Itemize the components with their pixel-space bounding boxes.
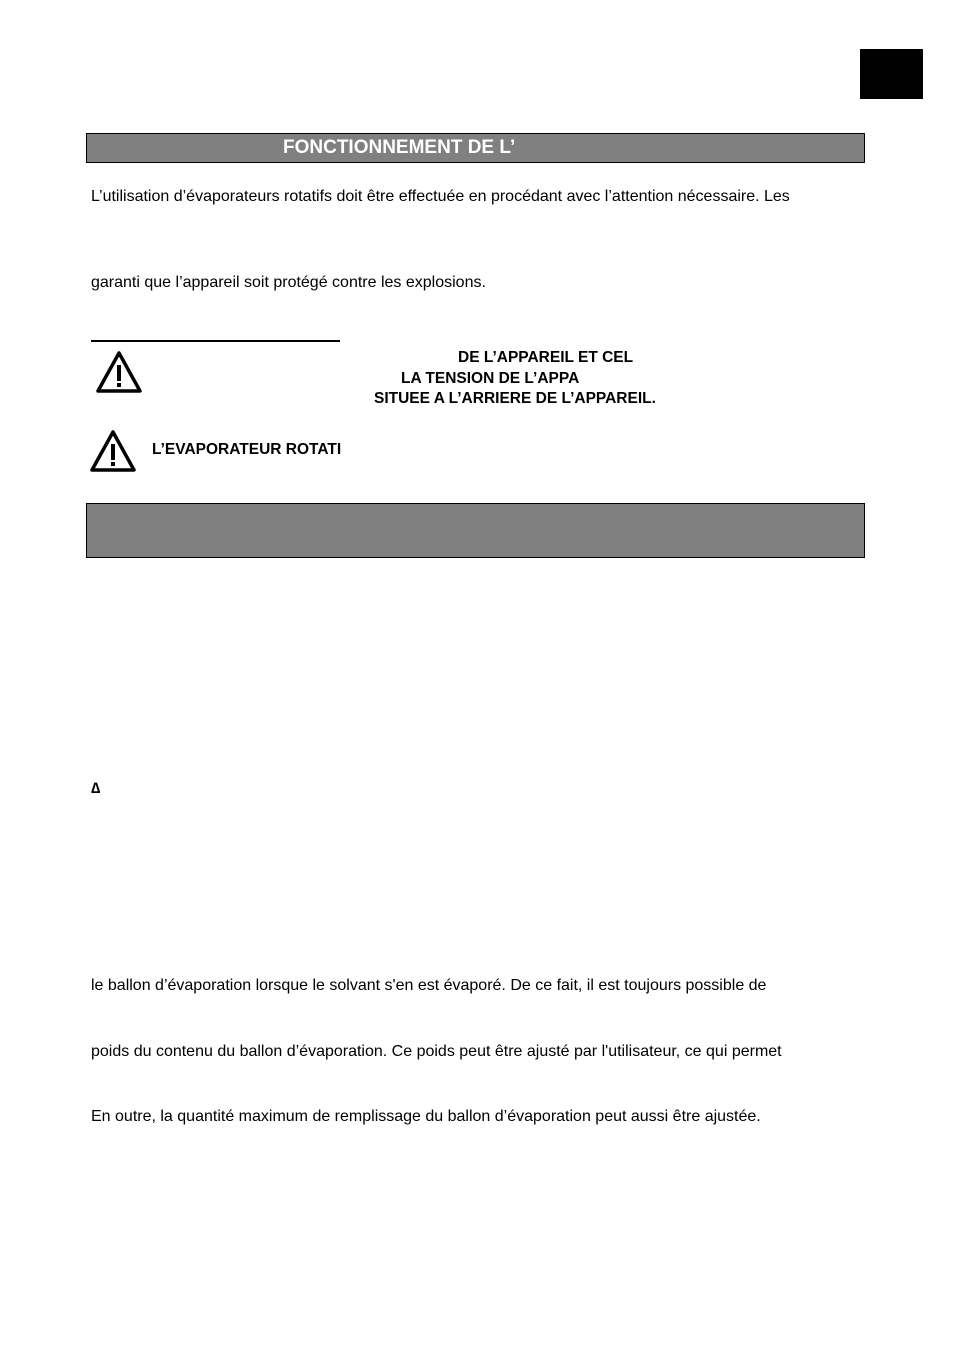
body-line-1: le ballon d’évaporation lorsque le solvant s'en est évaporé. De ce fait, il est toujours possible de bbox=[91, 977, 767, 994]
warning-1-line-3: SITUEE A L’ARRIERE DE L’APPAREIL. bbox=[374, 390, 656, 407]
warning-triangle-icon bbox=[96, 350, 142, 394]
warning-2-text: L’EVAPORATEUR ROTATI bbox=[152, 441, 342, 458]
underline-rule bbox=[91, 340, 340, 342]
intro-line-1: L’utilisation d’évaporateurs rotatifs doit être effectuée en procédant avec l’attention nécessaire. Les bbox=[91, 188, 790, 205]
section-title: FONCTIONNEMENT DE L’ bbox=[283, 137, 516, 158]
section-header-bar bbox=[86, 133, 865, 163]
warning-1-line-1: DE L’APPAREIL ET CEL bbox=[458, 349, 634, 366]
intro-line-2: garanti que l’appareil soit protégé contre les explosions. bbox=[91, 274, 486, 291]
warning-triangle-icon bbox=[90, 429, 136, 473]
body-line-2: poids du contenu du ballon d’évaporation. Ce poids peut être ajusté par l'utilisateur, ce qui permet bbox=[91, 1043, 782, 1060]
delta-symbol: ∆ bbox=[91, 780, 101, 797]
page-corner-tab bbox=[860, 49, 923, 99]
warning-1-line-2: LA TENSION DE L’APPA bbox=[401, 370, 580, 387]
body-line-3: En outre, la quantité maximum de remplissage du ballon d’évaporation peut aussi être ajustée. bbox=[91, 1108, 761, 1125]
second-header-bar bbox=[86, 503, 865, 558]
